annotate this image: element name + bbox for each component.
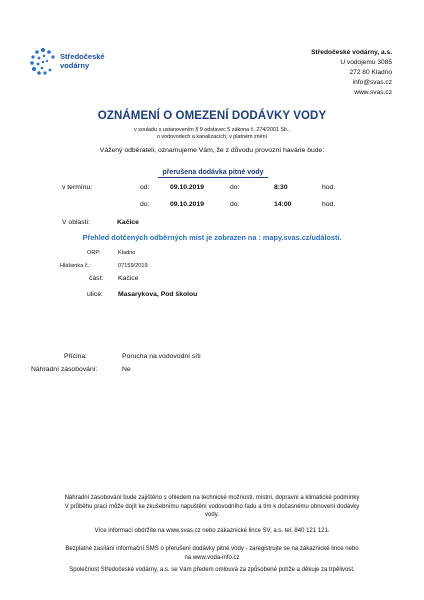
legal-line-1: v souladu s ustanovením § 9 odstavec 5 zákona č. 274/2001 Sb., xyxy=(134,127,290,133)
company-email[interactable]: info@svas.cz xyxy=(352,79,392,86)
company-name: Středočeské vodárny, a.s. xyxy=(311,49,392,56)
term-row1-hours: hod. xyxy=(322,184,336,191)
term-row1-to-label: do: xyxy=(230,184,240,191)
footer-sms-line-1: Bezplatné zasílání informační SMS o přerušení dodávky pitné vody - zaregistrujte se na zákaznické lince nebo xyxy=(65,546,359,552)
part-value: Kačice xyxy=(118,275,139,282)
cause-label: Příčina: xyxy=(64,353,88,360)
footer-line-3: vody. xyxy=(205,512,219,518)
cause-value: Porucha na vodovodní síti xyxy=(122,353,201,360)
area-label: V oblasti: xyxy=(62,219,90,226)
greeting: Vážený odběrateli, oznamujeme Vám, že z důvodu provozní havárie bude: xyxy=(99,147,325,154)
legal-line-2: o vodovodech a kanalizacích, v platném znění xyxy=(156,134,268,140)
company-logo xyxy=(28,46,138,80)
report-label: Hlášenka č.: xyxy=(60,263,91,269)
term-row1-date: 09.10.2019 xyxy=(170,184,205,191)
footer-line-2: V průběhu prací může dojít ke zkušebnímu napuštění vodovodního řadu a tím k dočasnému obnovení dodávky xyxy=(64,503,360,510)
replacement-supply-label: Náhradní zásobování: xyxy=(31,366,98,373)
company-address xyxy=(311,48,392,98)
term-row2-from-label: do: xyxy=(140,201,150,208)
company-web[interactable]: www.svas.cz xyxy=(354,89,392,96)
street-label: ulice: xyxy=(87,291,103,298)
orp-label: ORP: xyxy=(87,250,101,256)
footer-line-1: Náhradní zásobování bude zajištěno s ohledem na technické možnosti, místní, dopravní a klimatické podmínky xyxy=(64,495,360,501)
part-label: část: xyxy=(89,275,104,282)
interruption-heading: přerušena dodávka pitné vody xyxy=(158,169,268,178)
affected-points-notice[interactable]: Přehled dotčených odběrných míst je zobrazen na : mapy.svas.cz/události. xyxy=(82,233,342,242)
area-value: Kačice xyxy=(117,219,139,226)
term-row2-hours: hod. xyxy=(322,201,336,208)
term-row2-time: 14:00 xyxy=(274,201,292,208)
company-city: 272 80 Kladno xyxy=(349,69,392,76)
water-drops-logo-icon xyxy=(28,46,58,76)
footer-info: Více informací obdržíte na www.svas.cz nebo zákaznické lince SV, a.s. tel. 840 121 121. xyxy=(94,528,330,534)
replacement-supply-value: Ne xyxy=(122,366,131,373)
logo-line-2: vodárny xyxy=(60,61,90,70)
footer-sms xyxy=(20,545,404,562)
term-row1-time: 8:30 xyxy=(274,184,288,191)
street-value: Masarykova, Pod školou xyxy=(118,291,198,298)
company-street: U vodojemu 3085 xyxy=(340,59,392,66)
report-value: 07159/2019 xyxy=(118,263,148,269)
legal-basis xyxy=(0,127,424,141)
document-title: OZNÁMENÍ O OMEZENÍ DODÁVKY VODY xyxy=(97,110,327,122)
logo-wordmark xyxy=(60,52,105,70)
term-row2-to-label: do: xyxy=(230,201,240,208)
footer-sms-line-2: na www.voda-info.cz xyxy=(184,554,240,561)
term-row2-date: 09.10.2019 xyxy=(170,201,205,208)
footer-apology: Společnost Středočeské vodárny, a.s. se Vám předem omlouvá za způsobené potíže a děkuje za trpělivost. xyxy=(69,567,355,573)
logo-line-1: Středočeské xyxy=(60,52,105,61)
term-row1-from-label: od: xyxy=(140,184,150,191)
footer-conditions xyxy=(20,494,404,520)
term-label: v termínu: xyxy=(62,184,93,191)
orp-value: Kladno xyxy=(118,250,136,256)
